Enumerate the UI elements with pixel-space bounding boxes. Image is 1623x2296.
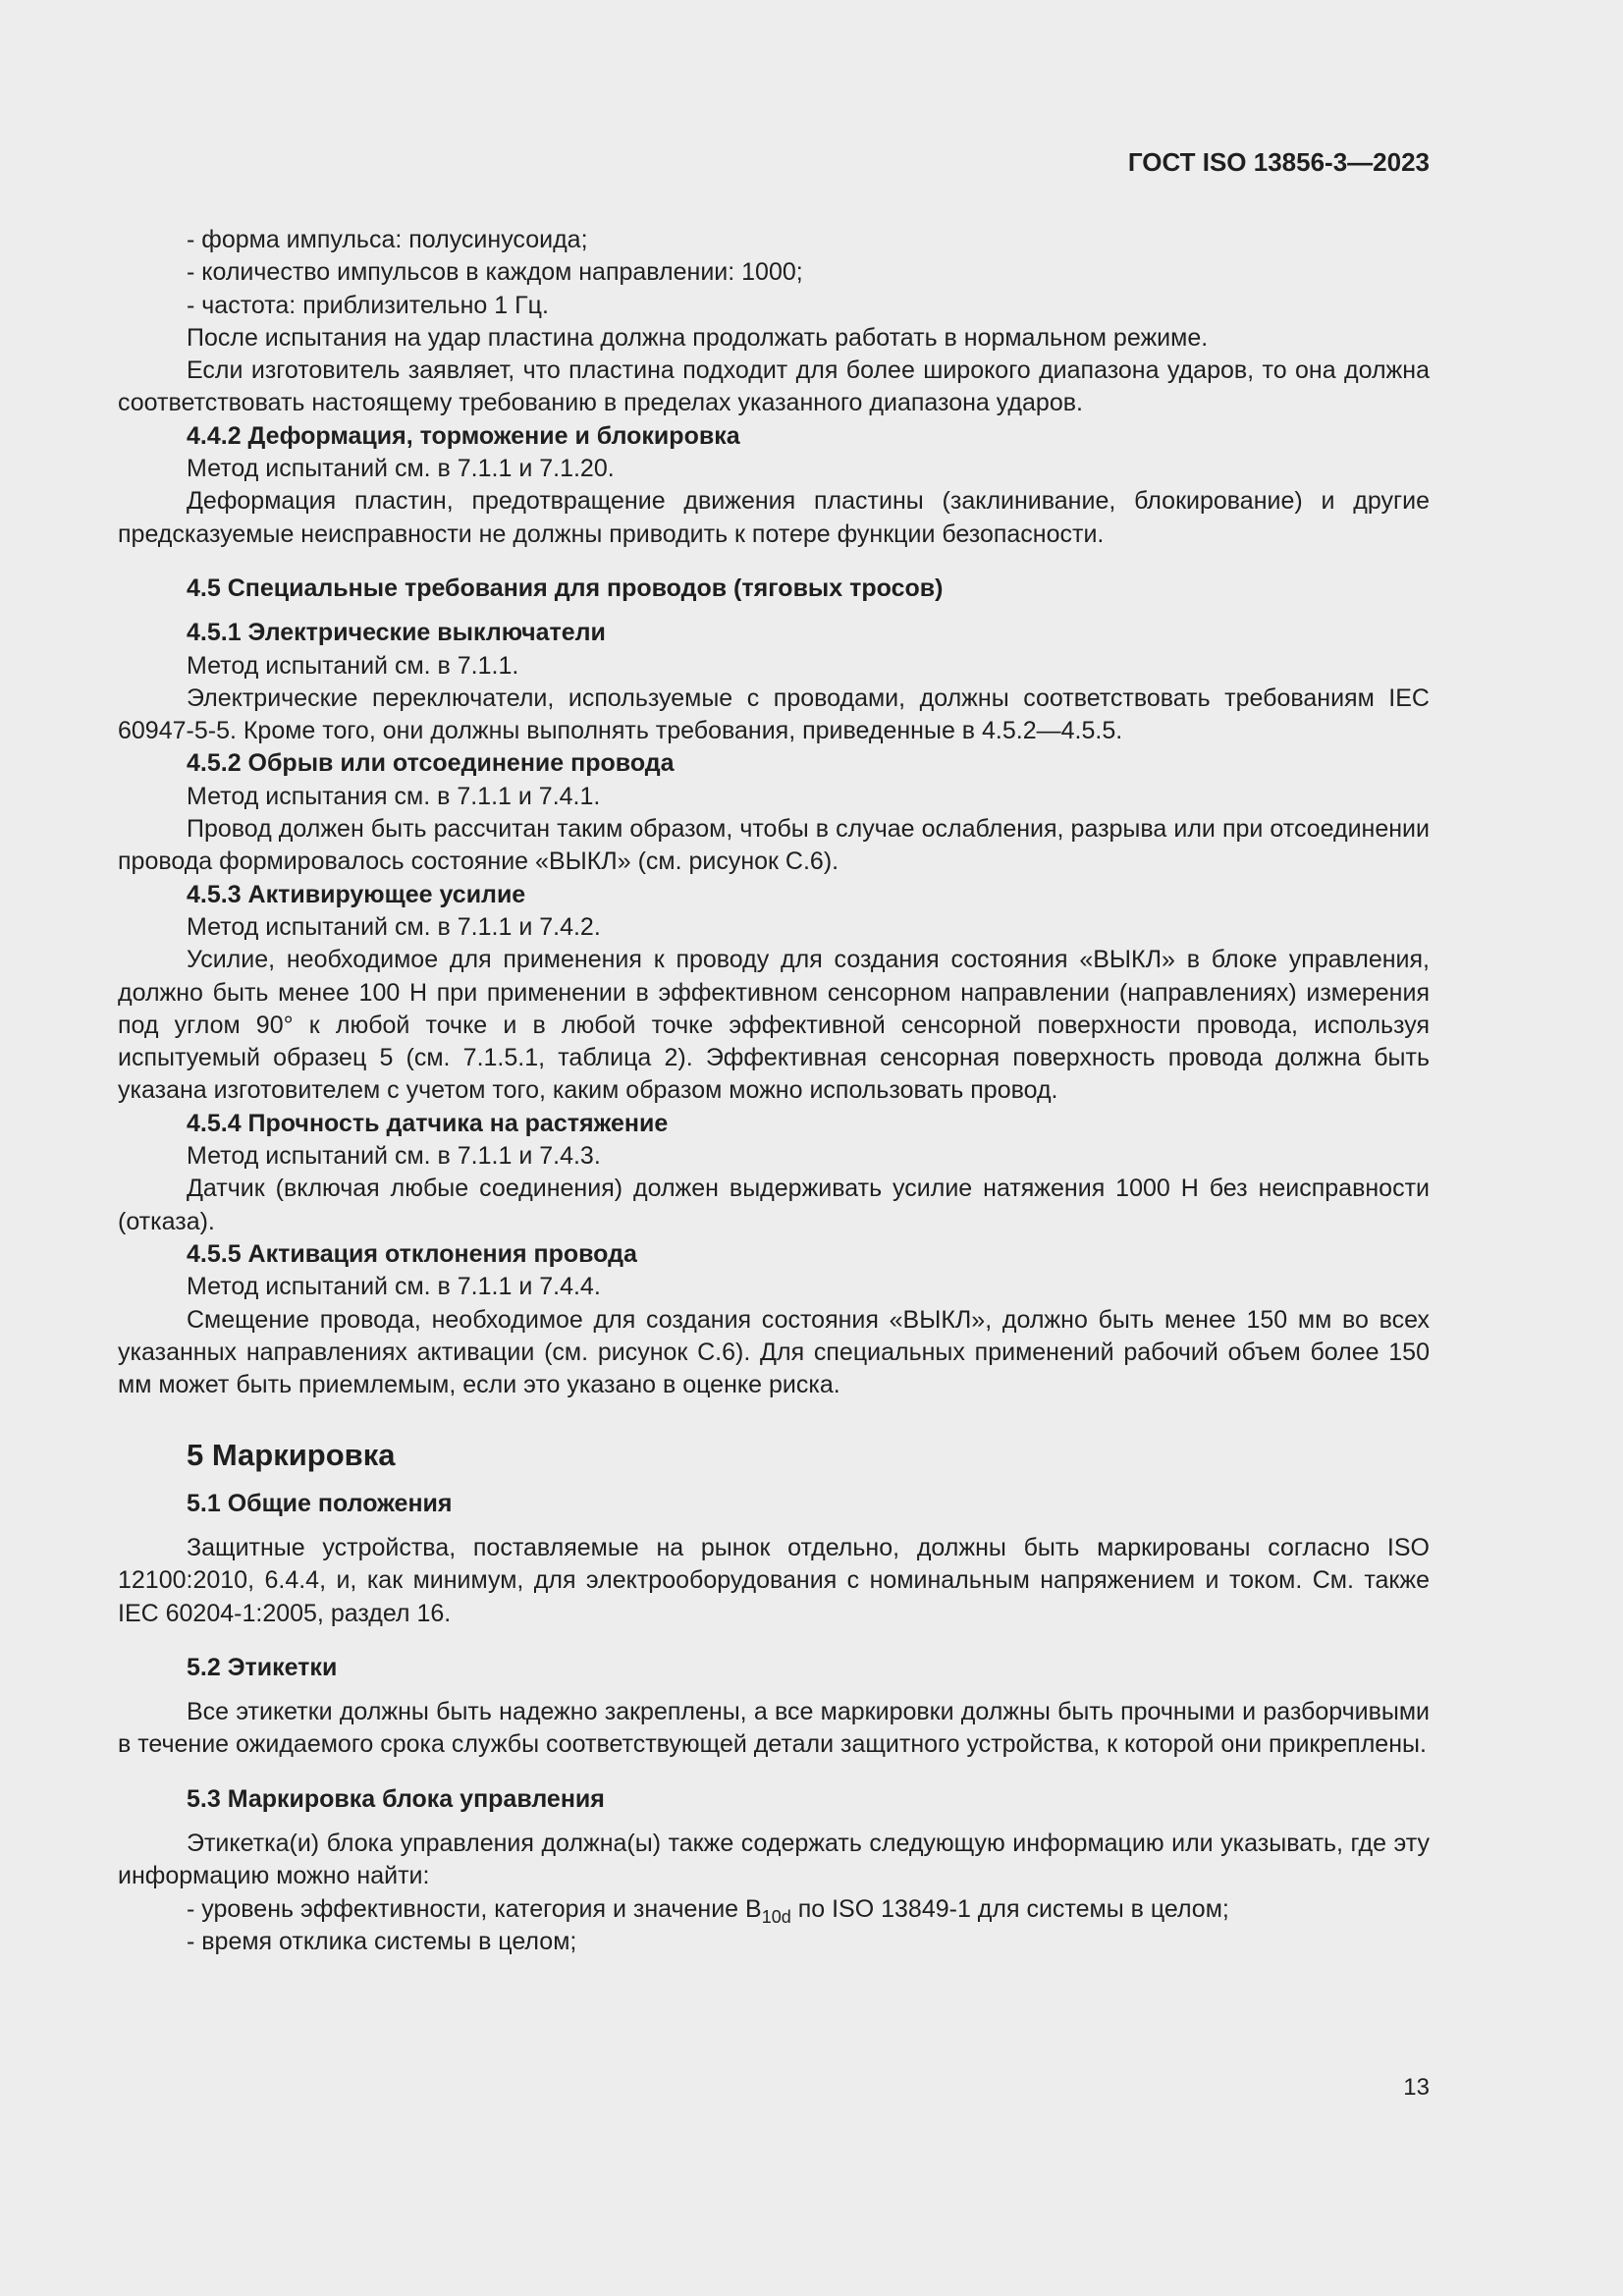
section-heading-5-3: 5.3 Маркировка блока управления (187, 1784, 605, 1813)
paragraph: Усилие, необходимое для применения к проводу для создания состояния «ВЫКЛ» в блоке управления, должно быть менее 100 Н при применении в эффективном сенсорном направлении (направлениях) измерения под углом 90° к любой точке и в любой точке эффективной сенсорной поверхности провода, используя испытуемый образец 5 (см. 7.1.5.1, таблица 2). Эффективная сенсорная поверхность провода должна быть указана изготовителем с учетом того, каким образом можно использовать провод. (118, 946, 1430, 1105)
list-item: - время отклика системы в целом; (187, 1927, 577, 1955)
section-heading-5-2: 5.2 Этикетки (187, 1653, 338, 1681)
list-item: - частота: приблизительно 1 Гц. (187, 291, 549, 319)
paragraph: Все этикетки должны быть надежно закреплены, а все маркировки должны быть прочными и разборчивыми в течение ожидаемого срока службы соответствующей детали защитного устройства, к которой они прикреплены. (118, 1698, 1430, 1759)
section-heading-4-5-1: 4.5.1 Электрические выключатели (187, 619, 606, 647)
paragraph: Метод испытаний см. в 7.1.1 и 7.1.20. (187, 455, 615, 483)
section-heading-4-5-5: 4.5.5 Активация отклонения провода (187, 1239, 637, 1268)
list-item: - количество импульсов в каждом направлении: 1000; (187, 258, 803, 287)
subscript: 10d (761, 1906, 791, 1927)
paragraph: Если изготовитель заявляет, что пластина подходит для более широкого диапазона ударов, то она должна соответствовать настоящему требованию в пределах указанного диапазона ударов. (118, 356, 1430, 417)
paragraph: Деформация пластин, предотвращение движения пластины (заклинивание, блокирование) и другие предсказуемые неисправности не должны приводить к потере функции безопасности. (118, 487, 1430, 548)
section-heading-4-5-2: 4.5.2 Обрыв или отсоединение провода (187, 749, 675, 778)
section-heading-4-5-4: 4.5.4 Прочность датчика на растяжение (187, 1109, 669, 1137)
list-item-text: - уровень эффективности, категория и значение B (187, 1894, 762, 1923)
paragraph: Метод испытания см. в 7.1.1 и 7.4.1. (187, 782, 601, 810)
section-heading-4-4-2: 4.4.2 Деформация, торможение и блокировка (187, 421, 740, 450)
section-heading-5: 5 Маркировка (187, 1438, 396, 1473)
section-heading-4-5: 4.5 Специальные требования для проводов (тяговых тросов) (187, 574, 944, 602)
list-item (118, 1893, 1430, 1926)
paragraph: Метод испытаний см. в 7.1.1 и 7.4.2. (187, 912, 601, 941)
list-item: - форма импульса: полусинусоида; (187, 226, 588, 253)
list-item-text: по ISO 13849-1 для системы в целом; (790, 1894, 1229, 1923)
paragraph: После испытания на удар пластина должна продолжать работать в нормальном режиме. (187, 323, 1209, 352)
paragraph: Электрические переключатели, используемые с проводами, должны соответствовать требованиям IEC 60947-5-5. Кроме того, они должны выполнять требования, приведенные в 4.5.2—4.5.5. (118, 683, 1430, 745)
paragraph: Этикетка(и) блока управления должна(ы) также содержать следующую информацию или указывать, где эту информацию можно найти: (118, 1830, 1430, 1890)
section-heading-5-1: 5.1 Общие положения (187, 1489, 453, 1517)
section-heading-4-5-3: 4.5.3 Активирующее усилие (187, 880, 526, 908)
page-number: 13 (1403, 2074, 1430, 2101)
document-header: ГОСТ ISO 13856-3—2023 (1127, 147, 1430, 177)
document-body (118, 224, 1430, 1958)
paragraph: Провод должен быть рассчитан таким образом, чтобы в случае ослабления, разрыва или при отсоединении провода формировалось состояние «ВЫКЛ» (см. рисунок С.6). (118, 815, 1430, 876)
paragraph: Смещение провода, необходимое для создания состояния «ВЫКЛ», должно быть менее 150 мм во всех указанных направлениях активации (см. рисунок С.6). Для специальных применений рабочий объем более 150 мм может быть приемлемым, если это указано в оценке риска. (118, 1305, 1430, 1399)
paragraph: Метод испытаний см. в 7.1.1 и 7.4.3. (187, 1142, 601, 1171)
paragraph: Метод испытаний см. в 7.1.1 и 7.4.4. (187, 1273, 601, 1301)
paragraph: Защитные устройства, поставляемые на рынок отдельно, должны быть маркированы согласно ISO 12100:2010, 6.4.4, и, как минимум, для электрооборудования с номинальным напряжением и током. См. также IEC 60204-1:2005, раздел 16. (118, 1533, 1430, 1627)
paragraph: Метод испытаний см. в 7.1.1. (187, 651, 519, 680)
paragraph: Датчик (включая любые соединения) должен выдерживать усилие натяжения 1000 Н без неисправности (отказа). (118, 1175, 1430, 1235)
